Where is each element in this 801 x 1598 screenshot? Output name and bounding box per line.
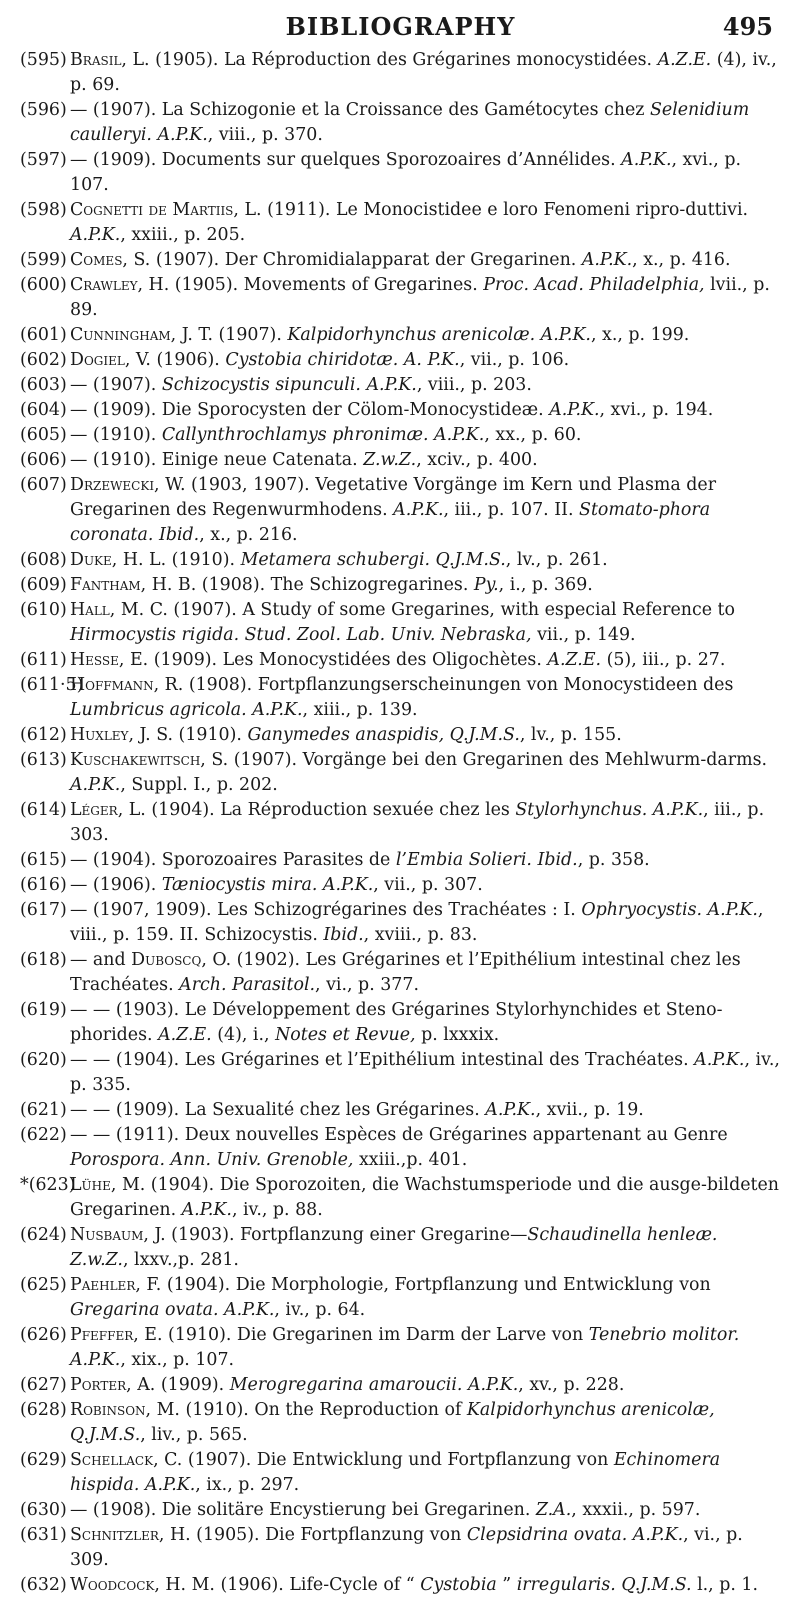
bibliography-entry	[0, 273, 801, 323]
bibliography-entry	[0, 998, 801, 1048]
entry-number: (600)	[20, 275, 67, 295]
entry-text: , lv., p. 155.	[519, 725, 622, 745]
entry-text: — — (1909). La Sexualité chez les Grégarines.	[70, 1100, 486, 1120]
entry-number: (604)	[20, 400, 67, 420]
entry-italic-text: Clepsidrina ovata. A.P.K.	[466, 1525, 684, 1545]
entry-text: — (1907). La Schizogonie et la Croissance des Gamétocytes chez	[70, 100, 650, 120]
entry-author: Paehler, F.	[70, 1275, 162, 1295]
entry-author: Schellack, C.	[70, 1450, 183, 1470]
entry-text: , xviii., p. 83.	[363, 925, 478, 945]
entry-text: , xvi., p. 194.	[599, 400, 714, 420]
entry-number: (620)	[20, 1050, 67, 1070]
entry-text: , vi., p. 377.	[315, 975, 419, 995]
entry-text: ”	[496, 1575, 517, 1595]
entry-italic-text: Ophryocystis. A.P.K.	[581, 900, 758, 920]
entry-number: (602)	[20, 350, 67, 370]
entry-italic-text: Z.A.	[535, 1500, 572, 1520]
entry-text: (1902). Les Grégarines et l’Epithélium intestinal chez les Trachéates.	[70, 950, 741, 995]
entry-text: — (1910).	[70, 425, 162, 445]
entry-text: , viii., p. 203.	[416, 375, 532, 395]
entry-number: (619)	[20, 1000, 67, 1020]
entry-italic-text: Py.	[473, 575, 499, 595]
entry-author: Duke, H. L.	[70, 550, 167, 570]
entry-italic-text: A.P.K.	[70, 775, 121, 795]
bibliography-entry	[0, 1323, 801, 1373]
entry-number: (614)	[20, 800, 67, 820]
entry-number: (596)	[20, 100, 67, 120]
bibliography-entry	[0, 198, 801, 248]
entry-number: (610)	[20, 600, 67, 620]
entry-text: , viii., p. 370.	[207, 125, 323, 145]
entry-text: (1907). Die Entwicklung und Fortpflanzung von	[182, 1450, 614, 1470]
entry-text: (4), i.,	[211, 1025, 276, 1045]
running-title: BIBLIOGRAPHY	[285, 12, 516, 41]
entry-text: , xxiii., p. 205.	[120, 225, 246, 245]
entry-text: — — (1911). Deux nouvelles Espèces de Grégarines appartenant au Genre	[70, 1125, 728, 1145]
entry-text: — (1904). Sporozoaires Parasites de	[70, 850, 396, 870]
entry-text: , lxxv.,p. 281.	[122, 1250, 239, 1270]
entry-author: Drzewecki, W.	[70, 475, 186, 495]
entry-number: (615)	[20, 850, 67, 870]
entry-italic-text: Cystobia	[420, 1575, 497, 1595]
entry-text: , xxxii., p. 597.	[571, 1500, 701, 1520]
entry-text: (1903, 1907). Vegetative Vorgänge im Kern und Plasma der Gregarinen des Regenwurmhodens.	[70, 475, 717, 520]
bibliography-entry	[0, 1173, 801, 1223]
entry-text: (1906).	[150, 350, 226, 370]
entry-italic-text: Z.w.Z.	[363, 450, 417, 470]
entry-italic-text: Notes et Revue,	[275, 1025, 416, 1045]
entry-text: (1905). La Réproduction des Grégarines monocystidées.	[149, 50, 658, 70]
entry-text: , xv., p. 228.	[518, 1375, 625, 1395]
entry-author: Comes, S.	[70, 250, 151, 270]
bibliography-entry	[0, 323, 801, 348]
entry-text: , x., p. 416.	[632, 250, 731, 270]
entry-text: — (1909). Die Sporocysten der Cölom-Monocystideæ.	[70, 400, 550, 420]
entry-number: (609)	[20, 575, 67, 595]
entry-number: (631)	[20, 1525, 67, 1545]
entry-number: (629)	[20, 1450, 67, 1470]
bibliography-entry	[0, 98, 801, 148]
entry-text: (1907). Vorgänge bei den Gregarinen des Mehlwurm-darms.	[228, 750, 768, 770]
entry-text: (1904). Die Morphologie, Fortpflanzung und Entwicklung von	[161, 1275, 711, 1295]
entry-number: (621)	[20, 1100, 67, 1120]
entry-text: — (1907).	[70, 375, 162, 395]
bibliography-entry	[0, 873, 801, 898]
entry-text: , liv., p. 565.	[140, 1425, 248, 1445]
entry-author: Léger, L.	[70, 800, 146, 820]
entry-text: (1910). On the Reproduction of	[179, 1400, 467, 1420]
entry-author: Robinson, M.	[70, 1400, 180, 1420]
entry-text: — (1910). Einige neue Catenata.	[70, 450, 364, 470]
entry-italic-text: A.Z.E.	[547, 650, 602, 670]
entry-number: (599)	[20, 250, 67, 270]
bibliography-entry	[0, 1498, 801, 1523]
bibliography-entry	[0, 1223, 801, 1273]
entry-text: — (1906).	[70, 875, 162, 895]
entry-text: , iv., p. 335.	[70, 1050, 780, 1095]
entry-number: (626)	[20, 1325, 67, 1345]
bibliography-entry	[0, 673, 801, 723]
entry-number: (625)	[20, 1275, 67, 1295]
entry-text: — and	[70, 950, 132, 970]
entry-italic-text: Tæniocystis mira. A.P.K.	[161, 875, 374, 895]
entry-number: (601)	[20, 325, 67, 345]
entry-text: vii., p. 149.	[531, 625, 636, 645]
entry-italic-text: A.P.K.	[581, 250, 633, 270]
entry-italic-text: A.P.K.	[181, 1200, 232, 1220]
entry-number: (616)	[20, 875, 67, 895]
entry-text: , ix., p. 297.	[195, 1475, 300, 1495]
entry-text: (1910). Die Gregarinen im Darm der Larve von	[162, 1325, 589, 1345]
entry-italic-text: Porospora. Ann. Univ. Grenoble,	[70, 1150, 354, 1170]
entry-author: Hoffmann, R.	[70, 675, 184, 695]
entry-text: (1909).	[155, 1375, 230, 1395]
entry-text: — (1907, 1909). Les Schizogrégarines des Trachéates : I.	[70, 900, 582, 920]
entry-number: (628)	[20, 1400, 67, 1420]
bibliography-entry	[0, 898, 801, 948]
entry-text: — (1908). Die solitäre Encystierung bei Gregarinen.	[70, 1500, 536, 1520]
bibliography-entry	[0, 548, 801, 573]
entry-italic-text: Schaudinella henleæ. Z.w.Z.	[70, 1225, 718, 1270]
entry-italic-text: Hirmocystis rigida. Stud. Zool. Lab. Univ. Nebraska,	[70, 625, 532, 645]
bibliography-entry	[0, 423, 801, 448]
entry-italic-text: Gregarina ovata. A.P.K.	[70, 1300, 275, 1320]
entry-text: l., p. 1.	[691, 1575, 759, 1595]
entry-text: (1908). Fortpflanzungserscheinungen von Monocystideen des	[183, 675, 734, 695]
entry-italic-text: A.P.K.	[694, 1050, 745, 1070]
entry-text: (1907). A Study of some Gregarines, with especial Reference to	[167, 600, 735, 620]
entry-text: (1910).	[173, 725, 248, 745]
entry-number: (608)	[20, 550, 67, 570]
bibliography-entry	[0, 1373, 801, 1398]
entry-text: lvii., p. 89.	[70, 275, 770, 320]
entry-italic-text: A.P.K.	[549, 400, 600, 420]
entry-italic-text: l’Embia Solieri. Ibid.	[395, 850, 578, 870]
entry-text: (1909). Les Monocystidées des Oligochètes.	[148, 650, 548, 670]
entry-text: — — (1903). Le Développement des Grégarines Stylorhynchides et Steno-phorides.	[70, 1000, 723, 1045]
entry-number: (611·5)	[20, 675, 84, 695]
entry-text: , x., p. 216.	[199, 525, 298, 545]
entry-text: , xx., p. 60.	[484, 425, 582, 445]
entry-text: xxiii.,p. 401.	[353, 1150, 468, 1170]
entry-italic-text: Lumbricus agricola. A.P.K.	[70, 700, 303, 720]
bibliography-entry	[0, 1573, 801, 1598]
entry-number: (632)	[20, 1575, 67, 1595]
entry-text: (1903). Fortpflanzung einer Gregarine—	[165, 1225, 528, 1245]
entry-number: (613)	[20, 750, 67, 770]
bibliography-entry	[0, 248, 801, 273]
bibliography-entry	[0, 648, 801, 673]
entry-text: , Suppl. I., p. 202.	[120, 775, 278, 795]
entry-text: , vi., p. 309.	[70, 1525, 743, 1570]
entry-text: , viii., p. 159. II. Schizocystis.	[70, 900, 764, 945]
entry-italic-text: irregularis. Q.J.M.S.	[516, 1575, 692, 1595]
entry-text: (1908). The Schizogregarines.	[196, 575, 474, 595]
entry-author: Crawley, H.	[70, 275, 170, 295]
bibliography-entry	[0, 848, 801, 873]
entry-number: (597)	[20, 150, 67, 170]
bibliography-entry	[0, 398, 801, 423]
entry-number: (630)	[20, 1500, 67, 1520]
bibliography-entry	[0, 1398, 801, 1448]
entry-number: (618)	[20, 950, 67, 970]
entry-italic-text: Callynthrochlamys phronimæ. A.P.K.	[161, 425, 485, 445]
entry-text: (1907). Der Chromidialapparat der Gregarinen.	[150, 250, 582, 270]
bibliography-entry	[0, 573, 801, 598]
entry-text: , xiii., p. 139.	[302, 700, 418, 720]
entry-italic-text: A.P.K.	[70, 225, 121, 245]
entry-author: Porter, A.	[70, 1375, 156, 1395]
bibliography-entry	[0, 448, 801, 473]
entry-number: (622)	[20, 1125, 67, 1145]
bibliography-entry	[0, 948, 801, 998]
entry-italic-text: Echinomera hispida. A.P.K.	[70, 1450, 721, 1495]
entry-italic-text: Ganymedes anaspidis, Q.J.M.S.	[247, 725, 520, 745]
entry-author: Fantham, H. B.	[70, 575, 197, 595]
entry-number: (603)	[20, 375, 67, 395]
entry-text: , iv., p. 64.	[274, 1300, 366, 1320]
entry-text: (1905). Movements of Gregarines.	[169, 275, 484, 295]
entry-text: (1910).	[166, 550, 241, 570]
entry-number: (624)	[20, 1225, 67, 1245]
entry-author: Hesse, E.	[70, 650, 149, 670]
entry-italic-text: A.P.K.	[393, 500, 444, 520]
entry-number: (627)	[20, 1375, 67, 1395]
entry-author: Kuschakewitsch, S.	[70, 750, 229, 770]
entry-italic-text: Stylorhynchus. A.P.K.	[515, 800, 704, 820]
entry-text: , xvii., p. 19.	[535, 1100, 644, 1120]
entry-italic-text: Kalpidorhynchus arenicolæ. A.P.K.	[287, 325, 591, 345]
bibliography-entry	[0, 1098, 801, 1123]
bibliography-entry	[0, 748, 801, 798]
entry-text: , iii., p. 107. II.	[443, 500, 580, 520]
entry-italic-text: A.Z.E.	[657, 50, 712, 70]
entry-text: , xix., p. 107.	[120, 1350, 235, 1370]
entry-text: (1905). Die Fortpflanzung von	[190, 1525, 467, 1545]
bibliography-entry	[0, 373, 801, 398]
entry-text: — (1909). Documents sur quelques Sporozoaires d’Annélides.	[70, 150, 622, 170]
entry-text: (1907).	[212, 325, 288, 345]
bibliography-entry	[0, 473, 801, 548]
entry-author: Brasil, L.	[70, 50, 150, 70]
entry-text: — — (1904). Les Grégarines et l’Epithélium intestinal des Trachéates.	[70, 1050, 695, 1070]
entry-text: , xvi., p. 107.	[70, 150, 741, 195]
entry-number: (617)	[20, 900, 67, 920]
entry-number: (595)	[20, 50, 67, 70]
entry-text: , xciv., p. 400.	[416, 450, 538, 470]
entry-text: p. lxxxix.	[415, 1025, 500, 1045]
bibliography-entry	[0, 148, 801, 198]
entry-text: , iv., p. 88.	[231, 1200, 323, 1220]
entry-author: Huxley, J. S.	[70, 725, 174, 745]
bibliography-entry	[0, 598, 801, 648]
entry-author: Cunningham, J. T.	[70, 325, 213, 345]
bibliography-entry	[0, 48, 801, 98]
entry-italic-text: Arch. Parasitol.	[179, 975, 316, 995]
entry-author: Hall, M. C.	[70, 600, 168, 620]
entry-author: Cognetti de Martiis, L.	[70, 200, 262, 220]
entry-italic-text: A.P.K.	[485, 1100, 536, 1120]
entry-author: Woodcock, H. M.	[70, 1575, 215, 1595]
entry-text: , i., p. 369.	[498, 575, 593, 595]
entry-text: , x., p. 199.	[590, 325, 690, 345]
entry-number: *(623)	[20, 1175, 76, 1195]
bibliography-entry	[0, 1448, 801, 1498]
page-header	[0, 12, 801, 48]
entry-text: (5), iii., p. 27.	[601, 650, 726, 670]
entry-author: Schnitzler, H.	[70, 1525, 191, 1545]
bibliography-entry	[0, 798, 801, 848]
bibliography-entry	[0, 1123, 801, 1173]
entry-author: Duboscq, O.	[131, 950, 232, 970]
entry-italic-text: Metamera schubergi. Q.J.M.S.	[240, 550, 506, 570]
entry-number: (598)	[20, 200, 67, 220]
entry-italic-text: A.Z.E.	[158, 1025, 212, 1045]
entry-number: (607)	[20, 475, 67, 495]
entry-text: , vii., p. 106.	[459, 350, 570, 370]
entry-author: Lühe, M.	[70, 1175, 146, 1195]
entry-text: (1911). Le Monocistidee e loro Fenomeni ripro-duttivi.	[261, 200, 749, 220]
entry-italic-text: Ibid.	[323, 925, 364, 945]
entry-italic-text: Selenidium caulleryi. A.P.K.	[70, 100, 750, 145]
entry-italic-text: A.P.K.	[621, 150, 672, 170]
entry-italic-text: Stomato-phora coronata. Ibid.	[70, 500, 711, 545]
entry-number: (605)	[20, 425, 67, 445]
entry-italic-text: Proc. Acad. Philadelphia,	[483, 275, 705, 295]
entry-italic-text: Merogregarina amaroucii. A.P.K.	[229, 1375, 519, 1395]
entry-italic-text: Schizocystis sipunculi. A.P.K.	[161, 375, 417, 395]
entry-text: (1904). Die Sporozoiten, die Wachstumsperiode und die ausge-bildeten Gregarinen.	[70, 1175, 780, 1220]
entry-author: Dogiel, V.	[70, 350, 151, 370]
entry-text: (4), iv., p. 69.	[70, 50, 777, 95]
entry-number: (611)	[20, 650, 67, 670]
bibliography-entry	[0, 1273, 801, 1323]
bibliography-list	[0, 48, 801, 1598]
entry-text: , vii., p. 307.	[373, 875, 483, 895]
entry-text: (1904). La Réproduction sexuée chez les	[145, 800, 516, 820]
page-number: 495	[722, 12, 773, 41]
entry-italic-text: Tenebrio molitor. A.P.K.	[70, 1325, 740, 1370]
bibliography-entry	[0, 348, 801, 373]
entry-text: , iii., p. 303.	[70, 800, 765, 845]
entry-text: , p. 358.	[577, 850, 650, 870]
entry-italic-text: Cystobia chiridotæ. A. P.K.	[225, 350, 460, 370]
bibliography-entry	[0, 1523, 801, 1573]
entry-number: (606)	[20, 450, 67, 470]
bibliography-entry	[0, 723, 801, 748]
entry-author: Pfeffer, E.	[70, 1325, 163, 1345]
entry-number: (612)	[20, 725, 67, 745]
entry-author: Nusbaum, J.	[70, 1225, 166, 1245]
bibliography-entry	[0, 1048, 801, 1098]
entry-text: (1906). Life-Cycle of “	[214, 1575, 421, 1595]
entry-italic-text: Kalpidorhynchus arenicolæ, Q.J.M.S.	[70, 1400, 715, 1445]
entry-text: , lv., p. 261.	[505, 550, 608, 570]
